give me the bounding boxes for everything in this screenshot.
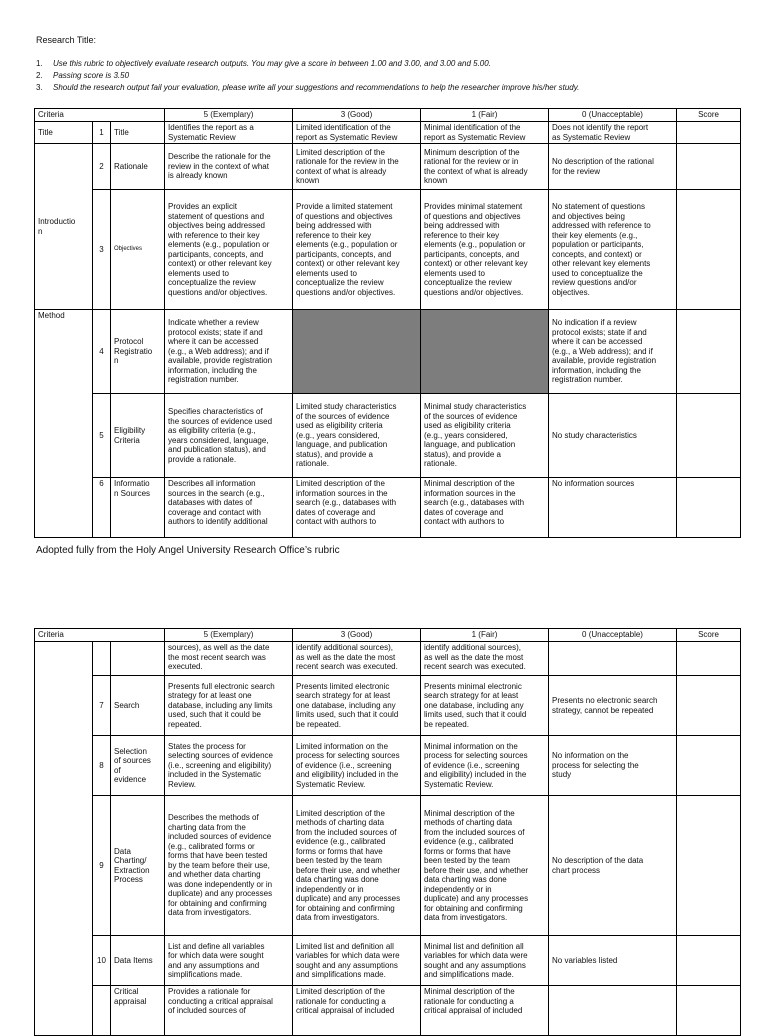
criterion-number: 4 [93,310,111,394]
exemplary-cell: List and define all variables for which data were sought and any assumptions and simplifications made. [165,936,293,986]
criterion-number [93,986,111,1036]
header-exemplary: 5 (Exemplary) [165,629,293,642]
rubric-table-1 [34,108,741,538]
criterion-name: Objectives [111,190,165,310]
fair-cell: Minimal list and definition all variables for which data were sought and any assumptions and simplifications made. [421,936,549,986]
unacceptable-cell: No indication if a review protocol exists; state if and where it can be accessed (e.g., a Web address); and if available, provide registration information, including the registration number. [549,310,677,394]
criterion-number: 6 [93,478,111,538]
instruction-item [36,82,579,94]
header-criteria: Criteria [35,629,165,642]
criterion-name: Eligibility Criteria [111,394,165,478]
score-cell[interactable] [677,736,741,796]
unacceptable-cell: No statement of questions and objectives being addressed with reference to their key elements (e.g., population or participants, concepts, and context) or other relevant key elements used to conceptualize the review questions and/or objectives. [549,190,677,310]
exemplary-cell: Specifies characteristics of the sources of evidence used as eligibility criteria (e.g., years considered, language, and publication status), and provide a rationale. [165,394,293,478]
good-cell: Provide a limited statement of questions and objectives being addressed with reference to their key elements (e.g., population or participants, concepts, and context) or other relevant key elements used to conceptualize the review questions and/or objectives. [293,190,421,310]
instruction-number: 1. [36,59,43,68]
header-exemplary: 5 (Exemplary) [165,109,293,122]
table-header-row [35,109,741,122]
score-cell[interactable] [677,478,741,538]
fair-cell: Minimal description of the rationale for conducting a critical appraisal of included [421,986,549,1036]
header-score: Score [677,629,741,642]
unacceptable-cell: No description of the data chart process [549,796,677,936]
exemplary-cell: Presents full electronic search strategy for at least one database, including any limits used, such that it could be repeated. [165,676,293,736]
table-row [35,190,741,310]
exemplary-cell: Identifies the report as a Systematic Review [165,122,293,144]
criterion-name [111,642,165,676]
unacceptable-cell: No information sources [549,478,677,538]
table-row [35,936,741,986]
table-header-row [35,629,741,642]
criterion-number: 3 [93,190,111,310]
good-cell: Limited description of the rationale for the review in the context of what is already known [293,144,421,190]
exemplary-cell: Provides a rationale for conducting a critical appraisal of included sources of [165,986,293,1036]
unacceptable-cell: Does not identify the report as Systematic Review [549,122,677,144]
header-criteria: Criteria [35,109,165,122]
criterion-name: Informatio n Sources [111,478,165,538]
criterion-name: Rationale [111,144,165,190]
score-cell[interactable] [677,190,741,310]
score-cell[interactable] [677,310,741,394]
criterion-name: Search [111,676,165,736]
good-cell: identify additional sources), as well as the date the most recent search was executed. [293,642,421,676]
fair-cell: Minimal information on the process for selecting sources of evidence (i.e., screening and eligibility) included in the Systematic Review. [421,736,549,796]
good-cell: Presents limited electronic search strategy for at least one database, including any limits used, such that it could be repeated. [293,676,421,736]
criterion-name: Data Charting/ Extraction Process [111,796,165,936]
good-cell: Limited description of the methods of charting data from the included sources of evidence (e.g., calibrated forms or forms that have been tested by the team before their use, and whether data charting was done independently or in duplicate) and any processes for obtaining and confirming data from investigators. [293,796,421,936]
fair-cell: Provides minimal statement of questions and objectives being addressed with reference to their key elements (e.g., population or participants, concepts, and context) or other relevant key elements used to conceptualize the review questions and/or objectives. [421,190,549,310]
criterion-number: 2 [93,144,111,190]
table-row [35,796,741,936]
good-cell: Limited description of the information sources in the search (e.g., databases with dates of coverage and contact with authors to [293,478,421,538]
fair-cell: Minimal description of the information sources in the search (e.g., databases with dates of coverage and contact with authors to [421,478,549,538]
instruction-number: 3. [36,83,43,92]
criterion-name: Protocol Registratio n [111,310,165,394]
criterion-number: 7 [93,676,111,736]
criterion-name: Critical appraisal [111,986,165,1036]
header-fair: 1 (Fair) [421,109,549,122]
criterion-number: 5 [93,394,111,478]
criterion-number: 8 [93,736,111,796]
table-row [35,478,741,538]
unacceptable-cell: No study characteristics [549,394,677,478]
instruction-text: Use this rubric to objectively evaluate research outputs. You may give a score in between 1.00 and 3.00, and 3.00 and 5.00. [53,59,491,68]
section-method: Method [35,310,93,538]
instruction-number: 2. [36,71,43,80]
unacceptable-cell: No information on the process for selecting the study [549,736,677,796]
table-row [35,122,741,144]
exemplary-cell: Indicate whether a review protocol exists; state if and where it can be accessed (e.g., a Web address); and if available, provide registration information, including the registration number. [165,310,293,394]
unacceptable-cell [549,986,677,1036]
source-note: Adopted fully from the Holy Angel University Research Office’s rubric [36,545,340,556]
table-row [35,676,741,736]
fair-cell: Minimal study characteristics of the sources of evidence used as eligibility criteria (e.g., years considered, language, and publication status), and provide a rationale. [421,394,549,478]
criterion-name: Data Items [111,936,165,986]
unacceptable-cell: No variables listed [549,936,677,986]
section-introduction: Introductio n [35,144,93,310]
good-cell: Limited description of the rationale for conducting a critical appraisal of included [293,986,421,1036]
score-cell[interactable] [677,796,741,936]
good-cell: Limited study characteristics of the sources of evidence used as eligibility criteria (e.g., years considered, language, and publication status), and provide a rationale. [293,394,421,478]
fair-cell-disabled [421,310,549,394]
unacceptable-cell [549,642,677,676]
criterion-number: 10 [93,936,111,986]
header-good: 3 (Good) [293,629,421,642]
unacceptable-cell: No description of the rational for the review [549,144,677,190]
exemplary-cell: Describes all information sources in the search (e.g., databases with dates of coverage and contact with authors to identify additional [165,478,293,538]
research-title-label: Research Title: [36,35,97,45]
exemplary-cell: Describes the methods of charting data from the included sources of evidence (e.g., calibrated forms or forms that have been tested by the team before their use, and whether data charting was done independently or in duplicate) and any processes for obtaining and confirming data from investigators. [165,796,293,936]
score-cell[interactable] [677,676,741,736]
instruction-item [36,58,579,70]
score-cell[interactable] [677,122,741,144]
score-cell[interactable] [677,642,741,676]
good-cell: Limited list and definition all variables for which data were sought and any assumptions and simplifications made. [293,936,421,986]
fair-cell: Minimal identification of the report as Systematic Review [421,122,549,144]
unacceptable-cell: Presents no electronic search strategy, cannot be repeated [549,676,677,736]
header-score: Score [677,109,741,122]
exemplary-cell: Provides an explicit statement of questions and objectives being addressed with reference to their key elements (e.g., population or participants, concepts, and context) or other relevant key elements used to conceptualize the review questions and/or objectives. [165,190,293,310]
rubric-table-2 [34,628,741,1036]
score-cell[interactable] [677,936,741,986]
table-row [35,310,741,394]
table-row [35,394,741,478]
header-good: 3 (Good) [293,109,421,122]
fair-cell: Presents minimal electronic search strategy for at least one database, including any limits used, such that it could be repeated. [421,676,549,736]
table-row [35,986,741,1036]
criterion-name: Title [111,122,165,144]
exemplary-cell: States the process for selecting sources of evidence (i.e., screening and eligibility) included in the Systematic Review. [165,736,293,796]
exemplary-cell: sources), as well as the date the most recent search was executed. [165,642,293,676]
header-unacceptable: 0 (Unacceptable) [549,629,677,642]
good-cell-disabled [293,310,421,394]
instruction-text: Should the research output fail your evaluation, please write all your suggestions and recommendations to help the researcher improve his/her study. [53,83,580,92]
instruction-item [36,70,579,82]
table-row [35,144,741,190]
criterion-number: 9 [93,796,111,936]
fair-cell: identify additional sources), as well as the date the most recent search was executed. [421,642,549,676]
exemplary-cell: Describe the rationale for the review in the context of what is already known [165,144,293,190]
table-row [35,736,741,796]
criterion-name: Selection of sources of evidence [111,736,165,796]
score-cell[interactable] [677,986,741,1036]
fair-cell: Minimal description of the methods of charting data from the included sources of evidence (e.g., calibrated forms or forms that have been tested by the team before their use, and whether data charting was done independently or in duplicate) and any processes for obtaining and confirming data from investigators. [421,796,549,936]
section-method-continued [35,642,93,1036]
good-cell: Limited information on the process for selecting sources of evidence (i.e., screening and eligibility) included in the Systematic Review. [293,736,421,796]
header-fair: 1 (Fair) [421,629,549,642]
section-title: Title [35,122,93,144]
score-cell[interactable] [677,144,741,190]
good-cell: Limited identification of the report as Systematic Review [293,122,421,144]
instructions-list [36,58,579,94]
score-cell[interactable] [677,394,741,478]
table-row [35,642,741,676]
fair-cell: Minimum description of the rational for the review or in the context of what is already known [421,144,549,190]
criterion-number [93,642,111,676]
instruction-text: Passing score is 3.50 [53,71,130,80]
criterion-number: 1 [93,122,111,144]
header-unacceptable: 0 (Unacceptable) [549,109,677,122]
